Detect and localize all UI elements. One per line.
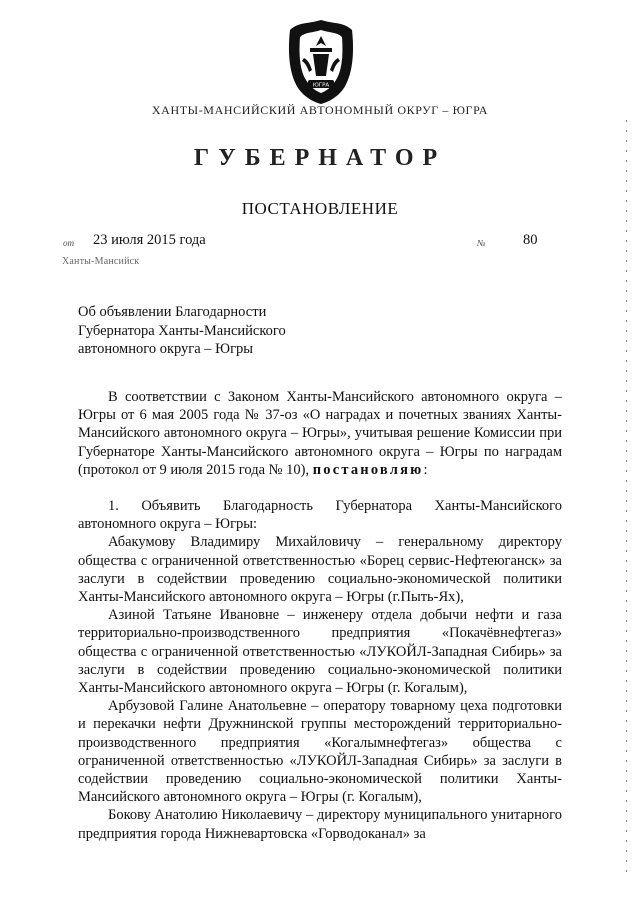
resolve-colon: : [423,461,428,478]
item-1-paragraph: 1. Объявить Благодарность Губернатора Ханты-Мансийского автономного округа – Югры: [78,498,562,533]
document-number: 80 [523,232,538,248]
subject-line: автономного округа – Югры [78,341,254,357]
resolve-word: постановляю [312,461,424,478]
coat-of-arms-emblem [282,18,360,106]
region-title: ХАНТЫ-МАНСИЙСКИЙ АВТОНОМНЫЙ ОКРУГ – ЮГРА [151,103,489,117]
number-sign: № [477,238,486,248]
document-body [78,388,562,843]
awardee-paragraph: Азиной Татьяне Ивановне – инженеру отдела добычи нефти и газа территориально-производственного предприятия «Покачёвнефтегаз» общества с ограниченной ответственностью «ЛУКОЙЛ-Западная Сибирь» за заслуги в содействии проведению социально-экономической политики Ханты-Мансийского автономного округа – Югры (г. Когалым), [78,607,562,697]
city-name: Ханты-Мансийск [62,256,140,267]
awardee-paragraph: Абакумову Владимиру Михайловичу – генеральному директору общества с ограниченной ответственностью «Борец сервис-Нефтеюганск» за заслуги в содействии проведению социально-экономической политики Ханты-Мансийского автономного округа – Югры (г.Пыть-Ях), [78,534,562,606]
document-subject [78,303,286,359]
subject-line: Губернатора Ханты-Мансийского [78,322,286,339]
awardee-paragraph: Бокову Анатолию Николаевичу – директору муниципального унитарного предприятия города Нижневартовска «Горводоканал» за [78,807,562,842]
document-date: 23 июля 2015 года [93,232,206,248]
emblem-label: ЮГРА [312,82,330,89]
scan-edge-mark [626,120,627,880]
preamble-paragraph [78,388,562,479]
subject-line: Об объявлении Благодарности [78,304,267,320]
document-type: ПОСТАНОВЛЕНИЕ [241,199,399,218]
authority-title: ГУБЕРНАТОР [193,145,447,171]
date-prefix: от [63,238,74,248]
preamble-text: В соответствии с Законом Ханты-Мансийского автономного округа – Югры от 6 мая 2005 года № 37-оз «О наградах и почетных званиях Ханты-Мансийского автономного округа – Югры», учитывая решение Комиссии при Губернаторе Ханты-Мансийского автономного округа – Югры по наградам (протокол от 9 июля 2015 года № 10), [78,389,562,478]
awardee-paragraph: Арбузовой Галине Анатольевне – оператору товарному цеха подготовки и перекачки нефти Дружнинской группы месторождений территориально-производственного предприятия «Когалымнефтегаз» общества с ограниченной ответственностью «ЛУКОЙЛ-Западная Сибирь» за заслуги в содействии проведению социально-экономической политики Ханты-Мансийского автономного округа – Югры (г. Когалым), [78,698,562,806]
